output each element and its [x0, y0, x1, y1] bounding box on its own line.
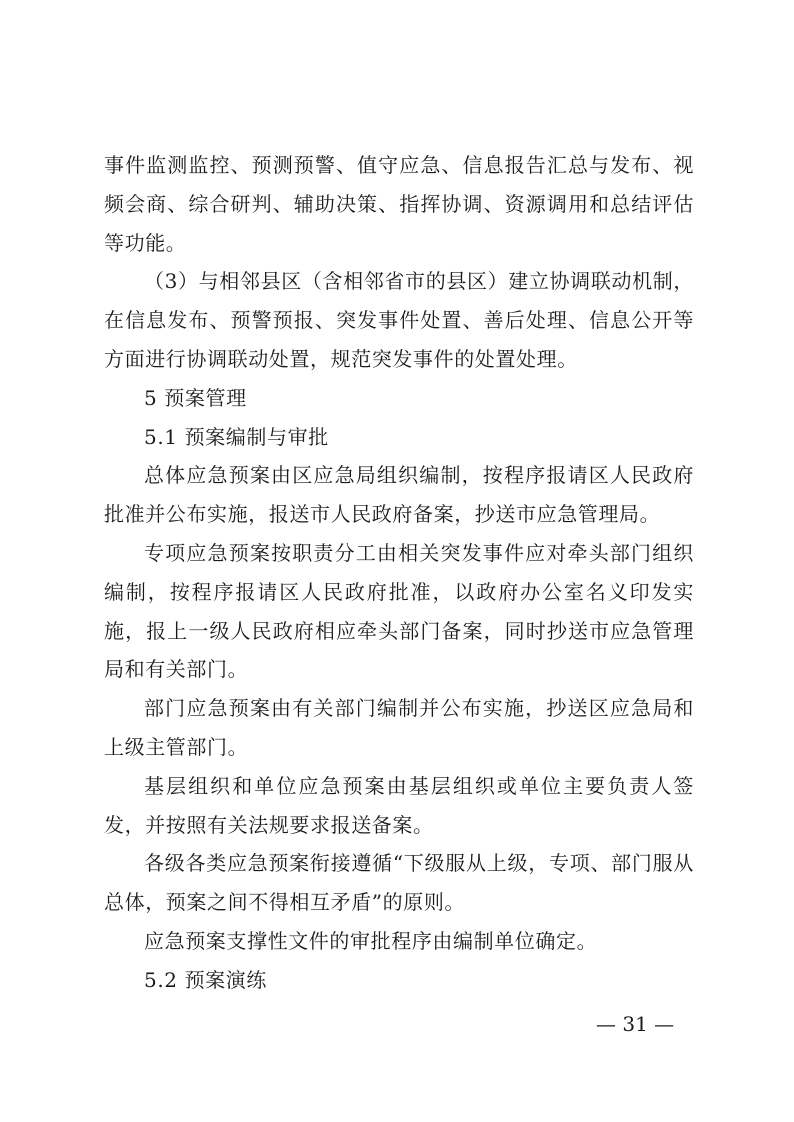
paragraph-coordination: （3）与相邻县区（含相邻省市的县区）建立协调联动机制，在信息发布、预警预报、突发事件处置、善后处理、信息公开等方面进行协调联动处置，规范突发事件的处置处理。 — [104, 269, 694, 371]
paragraph-plan-alignment: 各级各类应急预案衔接遵循“下级服从上级，专项、部门服从总体，预案之间不得相互矛盾”的原则。 — [104, 851, 694, 915]
paragraph-overall-plan: 总体应急预案由区应急局组织编制，按程序报请区人民政府批准并公布实施，报送市人民政府备案，抄送市应急管理局。 — [104, 463, 694, 527]
paragraph-grassroots-plan: 基层组织和单位应急预案由基层组织或单位主要负责人签发，并按照有关法规要求报送备案。 — [104, 773, 694, 837]
section-heading-plan-management: 5 预案管理 — [144, 385, 247, 410]
paragraph-supporting-docs: 应急预案支撑性文件的审批程序由编制单位确定。 — [144, 928, 598, 953]
subsection-heading-plan-compilation: 5.1 预案编制与审批 — [144, 424, 329, 449]
document-body — [104, 146, 694, 1000]
subsection-heading-plan-drill: 5.2 预案演练 — [144, 967, 267, 992]
paragraph-department-plan: 部门应急预案由有关部门编制并公布实施，抄送区应急局和上级主管部门。 — [104, 696, 694, 759]
paragraph-special-plan: 专项应急预案按职责分工由相关突发事件应对牵头部门组织编制，按程序报请区人民政府批准，以政府办公室名义印发实施，报上一级人民政府相应牵头部门备案，同时抄送市应急管理局和有关部门。 — [104, 540, 694, 682]
page-number: — 31 — — [596, 1012, 675, 1036]
paragraph-continuation: 事件监测监控、预测预警、值守应急、信息报告汇总与发布、视频会商、综合研判、辅助决策、指挥协调、资源调用和总结评估等功能。 — [104, 153, 694, 255]
